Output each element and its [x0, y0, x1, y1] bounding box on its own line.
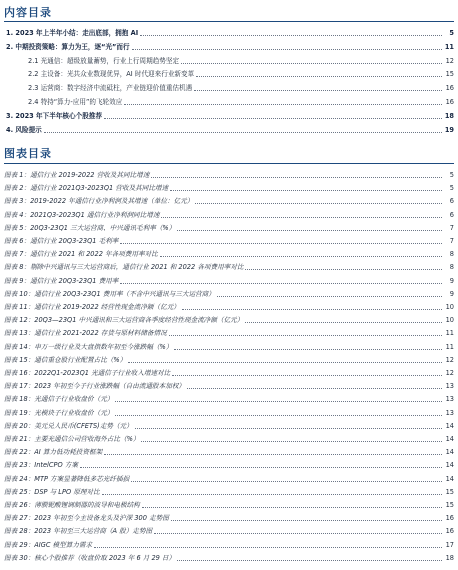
figure-item-text: 图表 1：通信行业 2019-2022 营收及其同比增速 — [4, 171, 150, 179]
figure-item[interactable] — [0, 526, 454, 537]
toc-item-page: 12 — [445, 56, 454, 65]
figure-item-text: 图表 17：2023 年初至今子行业涨跌幅（自由流通股本加权） — [4, 382, 186, 391]
figure-item-text: 图表 18：光通信子行业收盘价（元） — [4, 395, 114, 404]
toc-item-text: 2.1 光通信：超级放量蓄势，行业上行周期趋势坚定 — [28, 56, 180, 65]
figure-item[interactable] — [0, 381, 454, 392]
toc-item[interactable] — [0, 42, 454, 53]
figure-item-page: 7 — [449, 237, 454, 245]
figure-item-page: 8 — [449, 250, 454, 259]
toc-item[interactable] — [0, 56, 454, 67]
figure-item-leader-dots — [182, 309, 442, 310]
toc-item-text: 2.2 主设备：光共众业数现优异，AI 时代迎来行业新变革 — [28, 70, 195, 79]
toc-item-page: 15 — [445, 70, 454, 79]
figure-item-text: 图表 6：通信行业 20Q3-23Q1 毛利率 — [4, 237, 119, 245]
figure-item-leader-dots — [120, 243, 442, 244]
figure-item-page: 14 — [445, 435, 454, 443]
toc-item-leader-dots — [124, 104, 442, 105]
figure-item-page: 9 — [449, 289, 454, 298]
figure-item[interactable] — [0, 196, 454, 207]
toc-item-leader-dots — [181, 63, 442, 64]
figure-item-page: 9 — [449, 276, 454, 285]
figure-item-leader-dots — [160, 256, 442, 257]
figure-item-leader-dots — [169, 335, 442, 336]
figure-item-text: 图表 7：通信行业 2021 和 2022 年各项费用率对比 — [4, 250, 158, 259]
figure-item[interactable] — [0, 183, 454, 194]
figure-item-text: 图表 2：通信行业 2021Q3-2023Q1 营收及其同比增速 — [4, 184, 169, 193]
figure-item-page: 11 — [445, 329, 454, 338]
toc-item-leader-dots — [140, 35, 442, 36]
figure-item[interactable] — [0, 408, 454, 419]
toc-section-title: 内容目录 — [4, 6, 52, 19]
figure-item[interactable] — [0, 553, 454, 564]
toc-item-leader-dots — [196, 76, 442, 77]
figure-item-leader-dots — [187, 388, 442, 389]
figure-item-text: 图表 9：通信行业 20Q3-23Q1 费用率 — [4, 276, 119, 285]
toc-item-text: 2. 中期投资策略：算力为王，逐“光”而行 — [6, 42, 130, 51]
figure-item-leader-dots — [115, 415, 442, 416]
figure-item-text: 图表 22：AI 算力低功耗投资框架 — [4, 448, 103, 457]
figures-section-title: 图表目录 — [4, 147, 52, 160]
toc-item-leader-dots — [104, 118, 442, 119]
figure-item-text: 图表 30：核心个股推荐（收盘价取 2023 年 6 月 29 日） — [4, 553, 176, 562]
figure-item-page: 10 — [445, 316, 454, 325]
figure-item-text: 图表 4：2021Q3-2023Q1 通信行业净利润同比增速 — [4, 210, 160, 219]
figure-item[interactable] — [0, 474, 454, 485]
figure-item-leader-dots — [245, 269, 442, 270]
figure-item-text: 图表 5：20Q3-23Q1 三大运营商、中兴通讯毛利率（%） — [4, 223, 176, 232]
figure-item-leader-dots — [151, 177, 442, 178]
figure-item-text: 图表 24：MTP 方案显著降低多芯光纤插损 — [4, 474, 130, 483]
toc-item[interactable] — [0, 69, 454, 80]
figure-item-text: 图表 21：主要光通信公司营收海外占比（%） — [4, 435, 140, 443]
figure-item-page: 12 — [445, 355, 454, 364]
figure-item-page: 14 — [445, 448, 454, 457]
figure-item-leader-dots — [115, 401, 442, 402]
figure-item[interactable] — [0, 262, 454, 273]
figure-item-page: 6 — [449, 210, 454, 219]
figure-item-text: 图表 3：2019-2022 年通信行业净利润及其增速（单位：亿元） — [4, 197, 194, 206]
toc-item-leader-dots — [132, 49, 442, 50]
figure-item-page: 10 — [445, 303, 454, 311]
toc-item[interactable] — [0, 28, 454, 39]
figure-item-leader-dots — [135, 428, 442, 429]
toc-item-page: 5 — [449, 29, 454, 37]
figure-item-page: 16 — [445, 527, 454, 536]
figure-item[interactable] — [0, 540, 454, 551]
figure-item-text: 图表 20：美元兑人民币(CFETS)走势（元） — [4, 421, 133, 430]
figure-item-leader-dots — [102, 494, 442, 495]
figure-item-text: 图表 10：通信行业 20Q3-23Q1 费用率（不含中兴通讯与三大运营商） — [4, 289, 215, 298]
figure-item[interactable] — [0, 315, 454, 326]
toc-item[interactable] — [0, 83, 454, 94]
figure-item-leader-dots — [217, 296, 442, 297]
figure-item[interactable] — [0, 289, 454, 300]
figure-item-page: 17 — [445, 540, 454, 549]
toc-item[interactable] — [0, 111, 454, 122]
figure-item-page: 12 — [445, 369, 454, 377]
toc-item[interactable] — [0, 97, 454, 108]
toc-item-page: 19 — [444, 125, 454, 134]
figure-item-leader-dots — [177, 560, 442, 561]
figure-item[interactable] — [0, 276, 454, 287]
figure-item-text: 图表 8：剔除中兴通讯与三大运营商后，通信行业 2021 和 2022 各项费用率对比 — [4, 263, 244, 272]
figure-item[interactable] — [0, 170, 454, 181]
toc-item-page: 16 — [445, 84, 454, 93]
figure-item[interactable] — [0, 210, 454, 221]
figure-item-text: 图表 26：薄膜铌酸锂调制器的波导和电极结构 — [4, 501, 140, 509]
figure-item-text: 图表 15：通信重仓股行业配置占比（%） — [4, 355, 127, 364]
figure-item[interactable] — [0, 249, 454, 260]
figure-item-leader-dots — [174, 349, 442, 350]
figure-item-page: 18 — [445, 553, 454, 562]
figure-item[interactable] — [0, 328, 454, 339]
figure-item-text: 图表 12：20Q3—23Q1 中兴通讯和三大运营商各季度经营性现金流净额（亿元） — [4, 316, 244, 325]
toc-title-rule — [4, 21, 454, 22]
figure-item-leader-dots — [154, 533, 442, 534]
figure-item[interactable] — [0, 421, 454, 432]
figure-item[interactable] — [0, 368, 454, 379]
figure-item-leader-dots — [195, 203, 442, 204]
figure-item[interactable] — [0, 223, 454, 234]
figure-item[interactable] — [0, 460, 454, 471]
figure-item-page: 14 — [445, 421, 454, 430]
toc-item-text: 1. 2023 年上半年小结：走出底部，拥抱 AI — [6, 29, 139, 37]
figure-item-page: 8 — [449, 263, 454, 272]
figure-item-page: 16 — [445, 514, 454, 523]
figure-item-text: 图表 27：2023 年初至今主设备龙头及沪深 300 走势图 — [4, 514, 169, 523]
figure-item-leader-dots — [141, 441, 442, 442]
figure-item-leader-dots — [128, 362, 442, 363]
figure-item-page: 14 — [445, 461, 454, 470]
toc-item-page: 11 — [444, 42, 454, 51]
figure-item-page: 13 — [445, 408, 454, 417]
figure-item-leader-dots — [170, 190, 442, 191]
figure-item-text: 图表 14：申万一级行业及大盘指数年初至今涨跌幅（%） — [4, 342, 173, 351]
figure-item-page: 7 — [449, 223, 454, 232]
toc-item-leader-dots — [44, 132, 442, 133]
figure-item-leader-dots — [172, 375, 442, 376]
figure-item-page: 13 — [445, 395, 454, 404]
figure-item-page: 15 — [445, 487, 454, 496]
figure-item[interactable] — [0, 447, 454, 458]
toc-item-text: 3. 2023 年下半年核心个股推荐 — [6, 111, 102, 120]
figure-item[interactable] — [0, 236, 454, 247]
figure-item-page: 11 — [445, 342, 454, 351]
figures-title-rule — [4, 163, 454, 164]
figure-item[interactable] — [0, 342, 454, 353]
figure-item[interactable] — [0, 394, 454, 405]
figure-item-page: 15 — [445, 501, 454, 509]
figure-item-page: 6 — [449, 197, 454, 206]
figure-item[interactable] — [0, 513, 454, 524]
toc-item[interactable] — [0, 125, 454, 136]
figure-item-text: 图表 13：通信行业 2021-2022 存货与原材料储备情况 — [4, 329, 167, 338]
figure-item[interactable] — [0, 434, 454, 445]
figure-item-leader-dots — [142, 507, 442, 508]
toc-item-text: 4. 风险提示 — [6, 125, 42, 134]
figure-item-page: 13 — [445, 382, 454, 391]
figure-item-leader-dots — [177, 230, 442, 231]
toc-item-page: 16 — [445, 98, 454, 106]
toc-item-page: 18 — [444, 111, 454, 120]
figure-item-text: 图表 16：2022Q1-2023Q1 光通信子行业收入增速对比 — [4, 369, 171, 377]
figure-item[interactable] — [0, 500, 454, 511]
figure-item-leader-dots — [104, 454, 442, 455]
figure-item-text: 图表 25：DSP 与 LPO 原理对比 — [4, 487, 100, 496]
figure-item[interactable] — [0, 355, 454, 366]
figure-item-page: 5 — [449, 171, 454, 179]
figure-item-text: 图表 29：AIGC 模型算力需求 — [4, 540, 93, 549]
figure-item-leader-dots — [94, 547, 442, 548]
figure-item-page: 5 — [449, 184, 454, 193]
figure-item-leader-dots — [171, 520, 442, 521]
toc-item-text: 2.4 特持“算力-应用”的飞轮效应 — [28, 98, 123, 106]
figure-item-text: 图表 19：光模块子行业收盘价（元） — [4, 408, 114, 417]
figure-item-text: 图表 11：通信行业 2019-2022 经营性现金流净额（亿元） — [4, 303, 180, 311]
figure-item-text: 图表 23：IntelCPO 方案 — [4, 461, 78, 470]
figure-item-leader-dots — [131, 481, 442, 482]
figure-item-leader-dots — [161, 217, 442, 218]
toc-item-leader-dots — [194, 90, 442, 91]
figure-item-leader-dots — [120, 283, 442, 284]
figure-item-leader-dots — [80, 467, 442, 468]
figure-item-leader-dots — [245, 322, 442, 323]
figure-item[interactable] — [0, 302, 454, 313]
figure-item-text: 图表 28：2023 年初至三大运营商（A 股）走势图 — [4, 527, 153, 536]
figure-item[interactable] — [0, 487, 454, 498]
figure-item-page: 14 — [445, 474, 454, 483]
toc-item-text: 2.3 运营商：数字经济中流砥柱，产业链迎价值重估机遇 — [28, 84, 193, 93]
